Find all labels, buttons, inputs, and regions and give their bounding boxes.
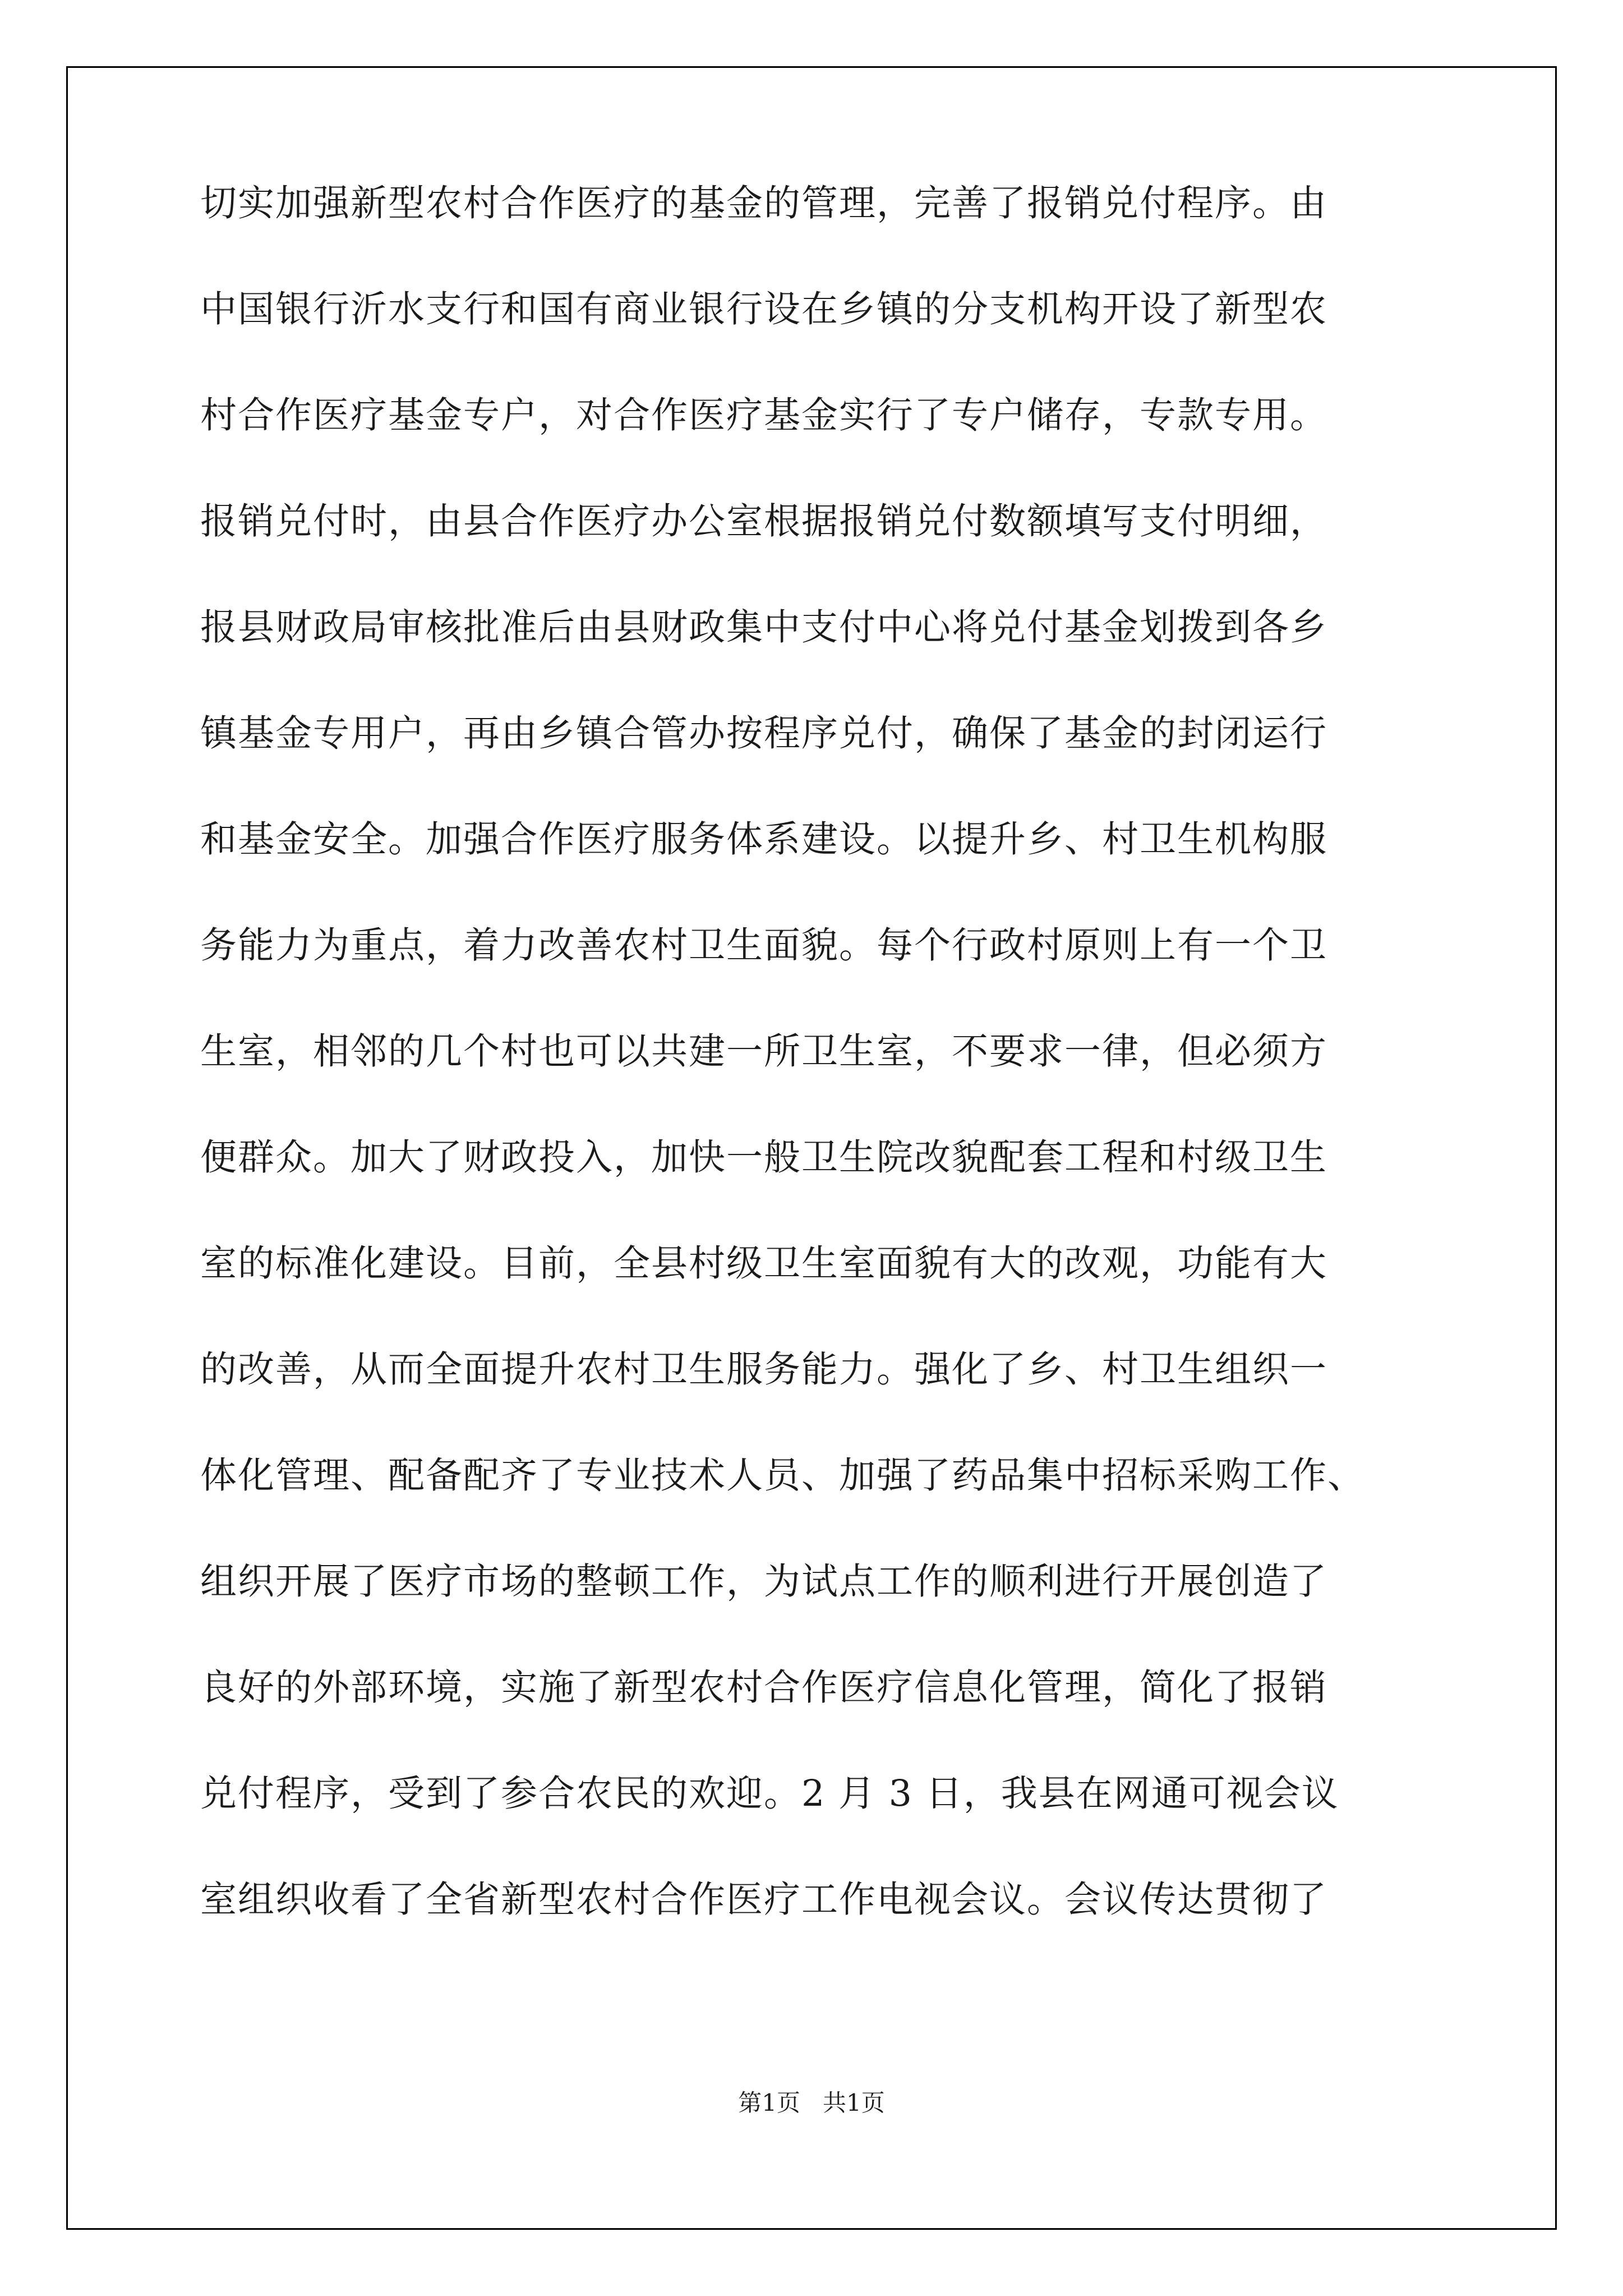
body-line-1: 切实加强新型农村合作医疗的基金的管理，完善了报销兑付程序。由 (200, 182, 1328, 224)
body-line-5: 报县财政局审核批准后由县财政集中支付中心将兑付基金划拨到各乡 (200, 606, 1328, 648)
body-line-4: 报销兑付时，由县合作医疗办公室根据报销兑付数额填写支付明细， (200, 500, 1328, 542)
body-line-13: 体化管理、配备配齐了专业技术人员、加强了药品集中招标采购工作、 (200, 1455, 1366, 1497)
body-line-16: 兑付程序，受到了参合农民的欢迎。2 月 3 日，我县在网通可视会议 (200, 1773, 1339, 1815)
page-number: 第1页 共1页 (738, 2089, 885, 2116)
body-line-17: 室组织收看了全省新型农村合作医疗工作电视会议。会议传达贯彻了 (200, 1879, 1328, 1921)
body-line-14: 组织开展了医疗市场的整顿工作，为试点工作的顺利进行开展创造了 (200, 1561, 1328, 1603)
body-line-15: 良好的外部环境，实施了新型农村合作医疗信息化管理，简化了报销 (200, 1667, 1328, 1709)
body-line-9: 生室，相邻的几个村也可以共建一所卫生室，不要求一律，但必须方 (200, 1030, 1328, 1073)
body-line-12: 的改善，从而全面提升农村卫生服务能力。强化了乡、村卫生组织一 (200, 1349, 1328, 1391)
body-line-7: 和基金安全。加强合作医疗服务体系建设。以提升乡、村卫生机构服 (200, 818, 1328, 861)
body-line-11: 室的标准化建设。目前，全县村级卫生室面貌有大的改观，功能有大 (200, 1243, 1328, 1285)
body-line-6: 镇基金专用户，再由乡镇合管办按程序兑付，确保了基金的封闭运行 (200, 712, 1328, 754)
body-line-2: 中国银行沂水支行和国有商业银行设在乡镇的分支机构开设了新型农 (200, 288, 1328, 330)
body-line-3: 村合作医疗基金专户，对合作医疗基金实行了专户储存，专款专用。 (200, 394, 1328, 436)
body-line-10: 便群众。加大了财政投入，加快一般卫生院改貌配套工程和村级卫生 (200, 1137, 1328, 1179)
body-line-8: 务能力为重点，着力改善农村卫生面貌。每个行政村原则上有一个卫 (200, 924, 1328, 967)
